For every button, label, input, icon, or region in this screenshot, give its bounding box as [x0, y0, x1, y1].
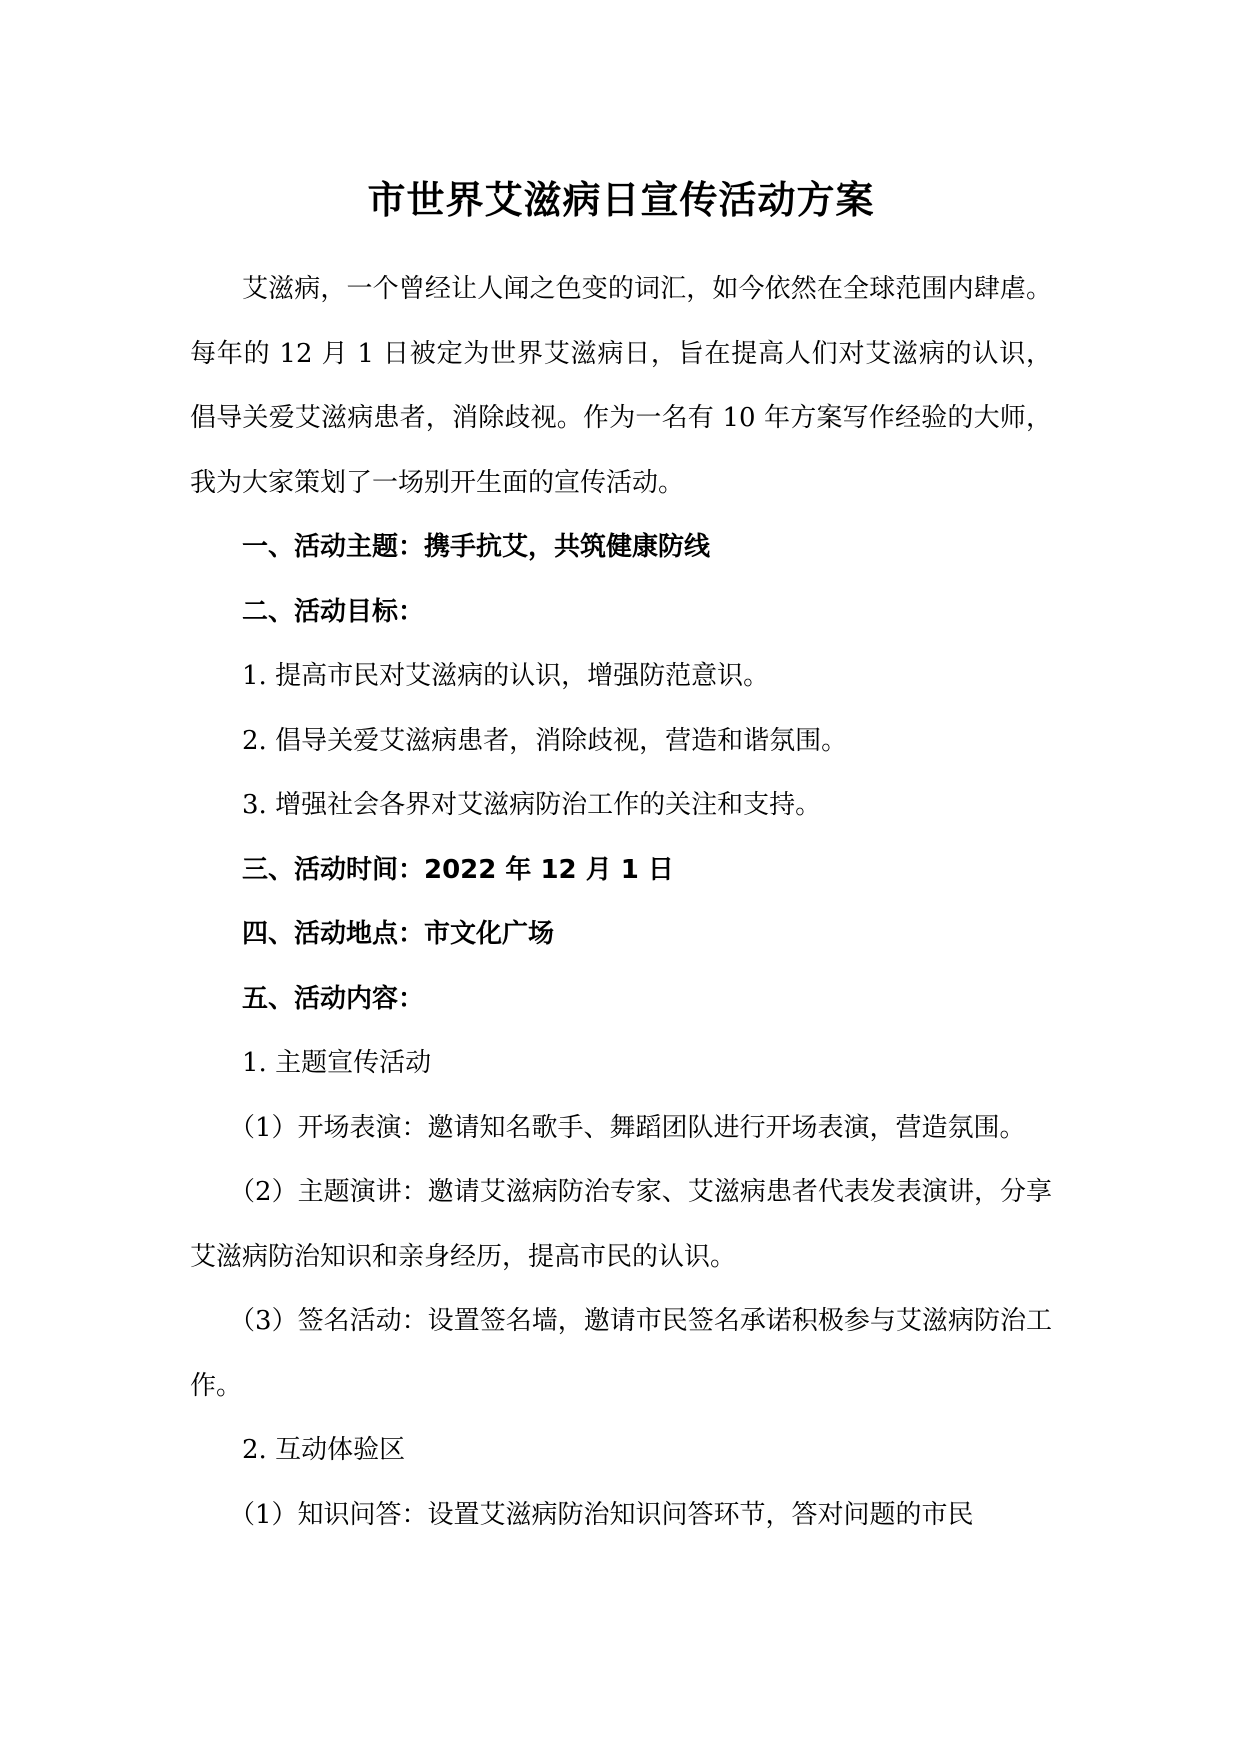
section-goals-heading: 二、活动目标： — [242, 596, 425, 627]
content-list-item: （2）主题演讲：邀请艾滋病防治专家、艾滋病患者代表发表演讲，分享艾滋病防治知识和亲身经历，提高市民的认识。 — [190, 1177, 1052, 1272]
goal-item: 3. 增强社会各界对艾滋病防治工作的关注和支持。 — [242, 790, 822, 820]
section-content-heading: 五、活动内容： — [242, 983, 425, 1014]
section-location-heading: 四、活动地点：市文化广场 — [242, 919, 555, 949]
content-list-item: （1）开场表演：邀请知名歌手、舞蹈团队进行开场表演，营造氛围。 — [229, 1112, 1026, 1143]
content-subsection-title: 1. 主题宣传活动 — [242, 1048, 432, 1078]
goal-item: 1. 提高市民对艾滋病的认识，增强防范意识。 — [242, 661, 770, 691]
section-time-heading: 三、活动时间：2022 年 12 月 1 日 — [242, 854, 674, 885]
goal-item: 2. 倡导关爱艾滋病患者，消除歧视，营造和谐氛围。 — [242, 725, 848, 756]
document-title: 市世界艾滋病日宣传活动方案 — [367, 178, 875, 222]
content-list-item: （1）知识问答：设置艾滋病防治知识问答环节，答对问题的市民 — [229, 1499, 974, 1530]
section-theme-heading: 一、活动主题：携手抗艾，共筑健康防线 — [242, 532, 711, 562]
content-list-item: （3）签名活动：设置签名墙，邀请市民签名承诺积极参与艾滋病防治工作。 — [190, 1306, 1052, 1401]
intro-paragraph: 艾滋病，一个曾经让人闻之色变的词汇，如今依然在全球范围内肆虐。每年的 12 月 1 日被定为世界艾滋病日，旨在提高人们对艾滋病的认识，倡导关爱艾滋病患者，消除歧视。作为一名有 10 年方案写作经验的大师，我为大家策划了一场别开生面的宣传活动。 — [190, 274, 1052, 498]
document-body — [190, 168, 1052, 1547]
content-subsection-title: 2. 互动体验区 — [242, 1435, 406, 1465]
